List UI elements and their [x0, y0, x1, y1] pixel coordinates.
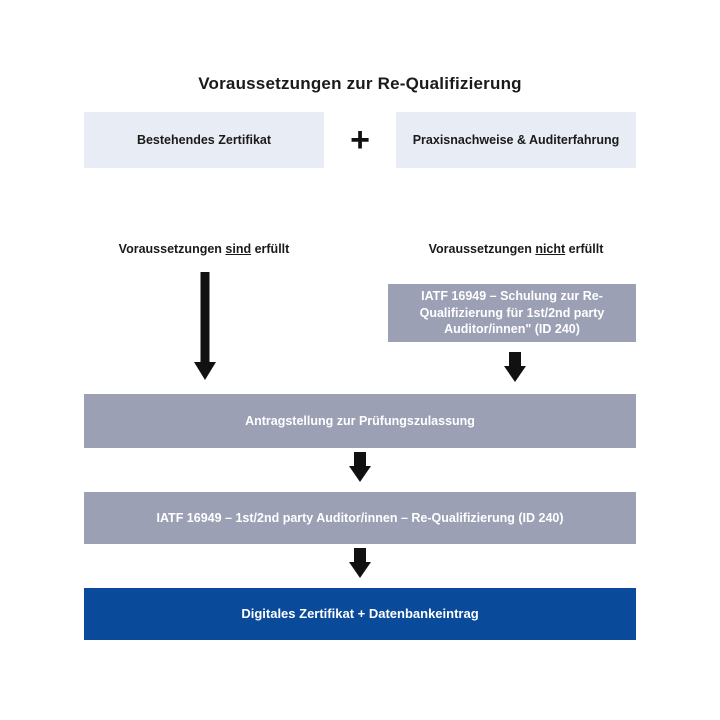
- arrow-down-from-requalification-icon: [345, 548, 375, 580]
- condition-label-met-suffix: erfüllt: [251, 242, 290, 256]
- training-box: [388, 284, 636, 342]
- condition-label-not-met-emphasis: nicht: [535, 242, 566, 256]
- arrow-down-from-training-icon: [500, 352, 530, 384]
- prerequisite-box-existing-certificate: [84, 112, 324, 168]
- arrow-head: [504, 366, 526, 382]
- training-box-label: IATF 16949 – Schulung zur Re-Qualifizierung für 1st/2nd party Auditor/innen" (ID 240): [419, 288, 605, 337]
- arrow-down-from-application-icon: [345, 452, 375, 484]
- condition-label-not-met-prefix: Voraussetzungen: [428, 242, 536, 256]
- certificate-box: [84, 588, 636, 640]
- arrow-head: [349, 562, 371, 578]
- arrow-down-long-icon: [194, 272, 216, 380]
- condition-label-met-emphasis: sind: [225, 242, 252, 256]
- requalification-box: [84, 492, 636, 544]
- arrow-head: [349, 466, 371, 482]
- application-box-label: Antragstellung zur Prüfungszulassung: [245, 413, 475, 428]
- application-box: [84, 394, 636, 448]
- plus-icon: +: [350, 120, 370, 159]
- prerequisite-box-practice-evidence: [396, 112, 636, 168]
- prerequisite-box-practice-evidence-label: Praxisnachweise & Auditerfahrung: [412, 132, 620, 147]
- condition-label-met: [84, 242, 324, 256]
- prerequisite-box-existing-certificate-label: Bestehendes Zertifikat: [136, 132, 272, 147]
- certificate-box-label: Digitales Zertifikat + Datenbankeintrag: [241, 606, 479, 622]
- arrow-head: [194, 362, 216, 380]
- condition-label-not-met: [396, 242, 636, 256]
- condition-label-not-met-suffix: erfüllt: [565, 242, 604, 256]
- diagram-title: Voraussetzungen zur Re-Qualifizierung: [198, 74, 522, 93]
- requalification-box-label: IATF 16949 – 1st/2nd party Auditor/innen – Re-Qualifizierung (ID 240): [156, 510, 564, 525]
- condition-label-met-prefix: Voraussetzungen: [118, 242, 226, 256]
- arrow-shaft: [201, 272, 210, 364]
